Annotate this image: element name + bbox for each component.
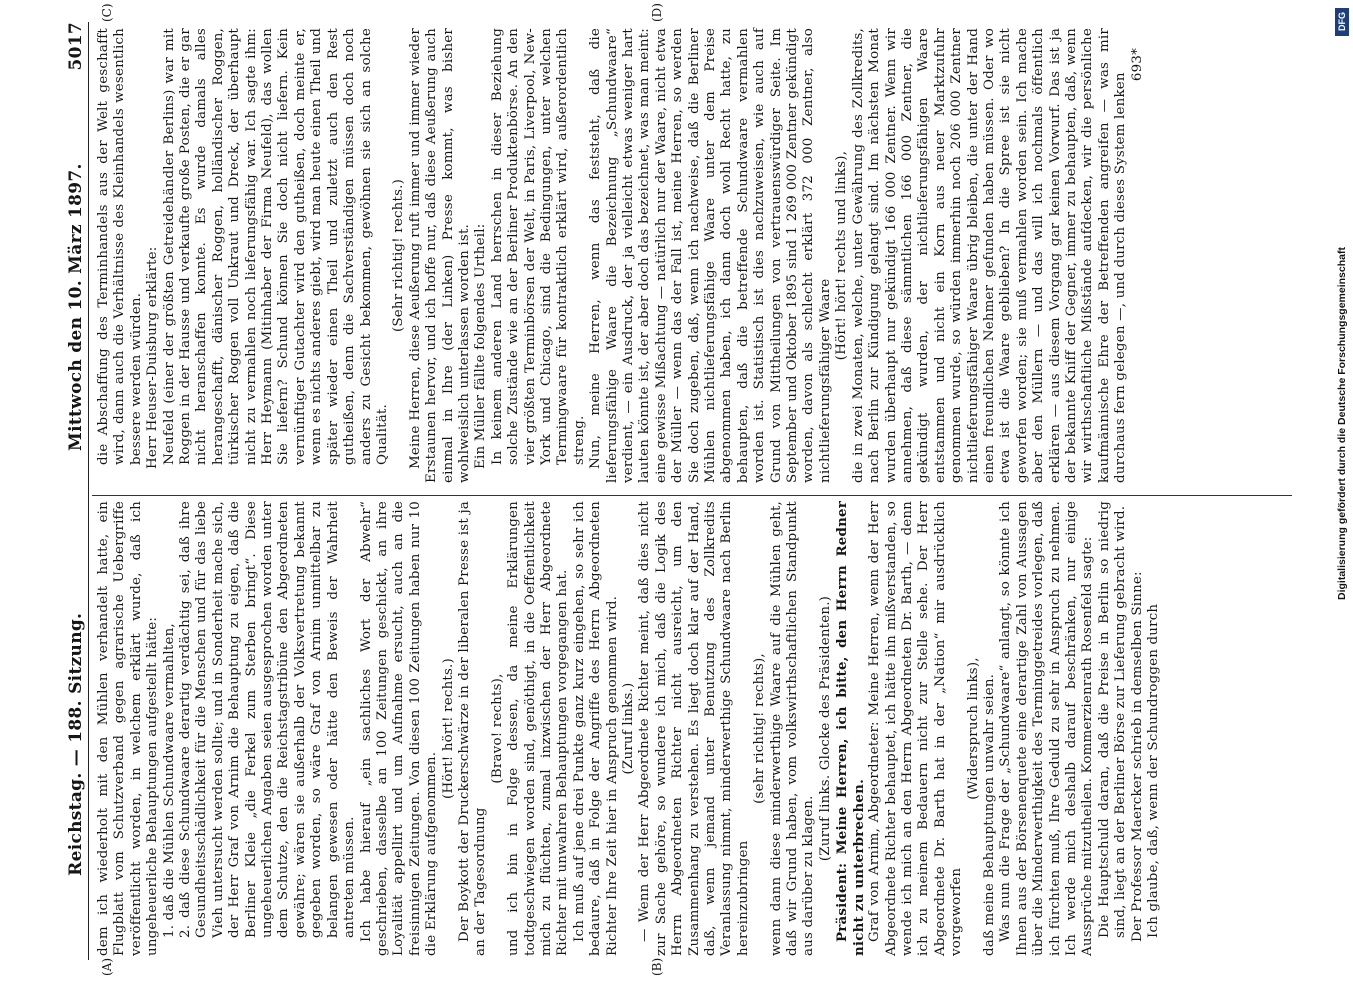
right-column: [96, 28, 1146, 483]
margin-mark-a: (A): [100, 957, 114, 976]
interjection: (Widerspruch links),: [965, 657, 981, 800]
paragraph-president: Präsident: Meine Herren, ich bitte, den Herrn Redner nicht zu unterbrechen.: [834, 501, 867, 956]
list-item: 1. daß die Mühlen Schundwaare vermahlten,: [161, 623, 177, 938]
quotation: die Abschaffung des Terminhandels aus der Welt geschafft wird, dann auch die Verhältnisse des Kleinhandels wesentlich bessere werden würden.: [96, 28, 144, 465]
paragraph: Der Boykott der Druckerschwärze in der liberalen Presse ist ja an der Tagesordnung: [456, 501, 489, 956]
paragraph: Nun, meine Herren, wenn das feststeht, daß die lieferungsfähige Waare die Bezeichnung „Schundwaare“ verdient, — ein Ausdruck, der ja vielleicht etwas weniger hart lauten könnte ist, der aber doch das bezeichnet, was man meint: eine gewisse Mißachtung — natürlich nur der Waare, nicht etwa der Müller — wenn das der Fall ist, meine Herren, so werden Sie doch zugeben, daß, wenn ich nachweise, daß die Berliner Mühlen nichtlieferungsfähige Waare unter dem Preise abgenommen haben, ich dann doch wohl Recht hatte, zu behaupten, daß die betreffende Schundwaare vermahlen worden ist. Statistisch ist dies nachzuweisen, wie auch auf Grund von Mittheilungen von vertrauenswürdiger Seite. Im September und Oktober 1895 sind 1 269 000 Zentner gekündigt worden, davon als schlecht erklärt 372 000 Zentner, also nichtlieferungsfähiger Waare: [588, 28, 833, 483]
interjection: (Zuruf links.): [621, 682, 636, 775]
interjection: (Hört! hört! rechts.): [440, 658, 456, 799]
interjection: (Hört! hört! rechts und links),: [834, 150, 850, 361]
paragraph: Der Professor Maercker schrieb in demselben Sinne:: [1129, 571, 1145, 942]
margin-mark-c: (C): [100, 3, 114, 22]
header-session-title: Reichstag. — 188. Sitzung.: [66, 612, 86, 876]
interjection: (Bravo! rechts),: [489, 673, 505, 784]
column-divider: [92, 495, 1292, 496]
list-item: 2. daß diese Schundwaare derartig verdächtig sei, daß ihre Gesundheitsschädlichkeit für die Menschen und für das liebe Vieh untersucht werden sollte; und in Sonderheit mache sich, der Herr Graf von Arnim die Behauptung zu eigen, daß die Berliner Kleie „die Ferkel zum Sterben bringt“. Diese ungeheuerlichen Angaben seien ausgesprochen worden unter dem Schutze, den die Reichstagstribüne den Abgeordneten gewähre; wären sie außerhalb der Volksvertretung bekannt gegeben worden, so wäre Graf von Arnim unmittelbar zu belangen gewesen oder hätte den Beweis der Wahrheit antreten müssen.: [178, 501, 358, 938]
interjection: (Zuruf links. Glocke des Präsidenten.): [817, 595, 833, 862]
paragraph-speaker: Graf von Arnim, Abgeordneter: Meine Herren, wenn der Herr Abgeordnete Richter behauptet, ich hätte ihn mißverstanden, so wende ich mich an den Herrn Abgeordneten Dr. Barth, — denn ich zu meinem Bedauern nicht zur Stelle sehe. Der Herr Abgeordnete Dr. Barth hat in der „Nation“ mir ausdrücklich vorgeworfen: [867, 501, 965, 956]
paragraph: und ich bin in Folge dessen, da meine Erklärungen todtgeschwiegen worden sind, genöthigt, in die Oeffentlichkeit mich zu flüchten, zumal inzwischen der Herr Abgeordnete Richter mit unwahren Behauptungen vorgegangen hat.: [506, 501, 571, 956]
page-number: 5017: [66, 22, 86, 71]
paragraph: die in zwei Monaten, welche, unter Gewährung des Zollkredits, nach Berlin zur Kündigung gelangt sind. Im nächsten Monat wurden überhaupt nur gekündigt 166 000 Zentner. Wenn wir annehmen, daß diese sämmtlichen 166 000 Zentner, die gekündigt wurden, der nichtlieferungsfähigen Waare entstammen und nicht ein Korn aus neuer Marktzufuhr genommen wurde, so würden immerhin noch 206 000 Zentner nichtlieferungsfähiger Waare übrig bleiben, die unter der Hand einen freundlichen Nehmer gefunden haben müssen. Oder wo etwa ist die Waare geblieben? In die Spree ist sie nicht geworfen worden; sie muß vermahlen worden sein. Ich mache aber den Müllern — und das will ich nochmals öffentlich erklären — aus diesem Vorgang gar keinen Vorwurf. Das ist ja der bekannte Kniff der Gegner, immer zu behaupten, daß, wenn wir wirthschaftliche Mißstände aufdecken, wir die persönliche kaufmännische Ehre der Betreffenden angreifen — was mir durchaus fern gelegen —, und durch dieses System lenken: [850, 28, 1129, 483]
margin-mark-d: (D): [650, 3, 664, 22]
paragraph: Ich habe hierauf „ein sachliches Wort der Abwehr“ geschrieben, dasselbe an 100 Zeitungen geschickt, an ihre Loyalität appellirt und um Aufnahme ersucht, auch an die freisinnigen Zeitungen. Von diesen 100 Zeitungen haben nur 10 die Erklärung aufgenommen.: [358, 501, 440, 956]
quotation: Neufeld (einer der größten Getreidehändler Berlins) war mit Roggen in der Hausse und verkaufte große Posten, die er gar nicht heranschaffen konnte. Es wurde damals alles herangeschafft, dänischer Roggen, holländischer Roggen, türkischer Roggen voll Unkraut und Dreck, der überhaupt nicht zu vermahlen noch lieferungsfähig war. Ich sagte ihm: Herr Heymann (Mitinhaber der Firma Neufeld), das wollen Sie liefern? Schund können Sie doch nicht liefern. Kein vernünftiger Gutachter wird den gutheißen, doch meinte er, wenn es nichts anderes giebt, wird man heute einen Theil und später wieder einen Theil und zuletzt auch den Rest gutheißen, denn die Sachverständigen müssen doch noch anders zu Gesicht bekommen, gewöhnen sie sich an solche Qualität.: [161, 28, 390, 465]
signature-mark: 693*: [1129, 48, 1145, 82]
interjection: (Sehr richtig! rechts.): [391, 178, 407, 333]
paragraph: Herr Heuser-Duisburg erklärte:: [145, 246, 161, 469]
page-header: [52, 22, 86, 960]
quotation: Die Hauptschuld daran, daß die Preise in Berlin so niedrig sind, liegt an der Berliner Börse zur Lieferung gebracht wird.: [1096, 501, 1129, 938]
paragraph: — Wenn der Herr Abgeordnete Richter meint, daß dies nicht zur Sache gehöre, so wundere ich mich, daß die Logik des Herrn Abgeordneten Richter nicht ausreicht, um den Zusammenhang zu verstehen. Es liegt doch klar auf der Hand, daß, wenn jemand unter Benutzung des Zollkredits Veranlassung nimmt, minderwerthige Schundwaare nach Berlin hereinzubringen: [637, 501, 751, 956]
dfg-logo: DFG: [1335, 8, 1349, 36]
quotation: In keinem anderen Land herrschen in dieser Beziehung solche Zustände wie an der Berliner Produktenbörse. An den vier größten Terminbörsen der Welt, in Paris, Liverpool, New-York und Chicago, sind die Bedingungen, unter welchen Termingwaare für kontraktlich erklärt wird, außerordentlich streng.: [489, 28, 587, 465]
header-rule: [88, 22, 89, 960]
paragraph: Was nun die Frage der „Schundwaare“ anlangt, so könnte ich Ihnen aus der Börsenenquete eine derartige Zahl von Aussagen über die Minderwerthigkeit des Terminggetreides vorlegen, daß ich fürchten muß, Ihre Geduld zu sehr in Anspruch zu nehmen. Ich werde mich deshalb darauf beschränken, nur einige Aussprüche mitzutheilen. Kommerzienrath Rosenfeld sagte:: [998, 501, 1096, 956]
margin-mark-b: (B): [650, 957, 664, 976]
quotation: Ich glaube, daß, wenn der Schundroggen durch: [1146, 603, 1161, 938]
paragraph: wenn dann diese minderwerthige Waare auf die Mühlen geht, daß wir Grund haben, vom volkswirthschaftlichen Standpunkt aus darüber zu klagen.: [768, 501, 817, 956]
paragraph: dem ich wiederholt mit den Mühlen verhandelt hatte, ein Flugblatt vom Schutzverband gegen agrarische Uebergriffe veröffentlicht worden, in welchem erklärt wurde, daß ich ungeheuerliche Behauptungen aufgestellt hätte:: [96, 501, 161, 956]
interjection: (sehr richtig! rechts),: [752, 653, 768, 804]
paragraph: Meine Herren, diese Aeußerung ruft immer und immer wieder Erstaunen hervor, und ich hoffe nur, daß diese Aeußerung auch einmal in Ihre (der Linken) Presse kommt, was bisher wohlweislich unterlassen worden ist.: [407, 28, 472, 483]
header-date: Mittwoch den 10. März 1897.: [66, 163, 86, 451]
digitization-credit: Digitalisierung gefördert durch die Deutsche Forschungsgemeinschaft: [1336, 247, 1348, 600]
paragraph: Ich muß auf jene drei Punkte ganz kurz eingehen, so sehr ich bedaure, daß in Folge der Angriffe des Herrn Abgeordneten Richter Ihre Zeit hier in Anspruch genommen wird.: [571, 501, 620, 956]
paragraph: daß meine Behauptungen unwahr seien.: [981, 673, 997, 956]
paragraph: Ein Müller fällte folgendes Urtheil:: [473, 223, 489, 469]
left-column: [96, 501, 1162, 956]
